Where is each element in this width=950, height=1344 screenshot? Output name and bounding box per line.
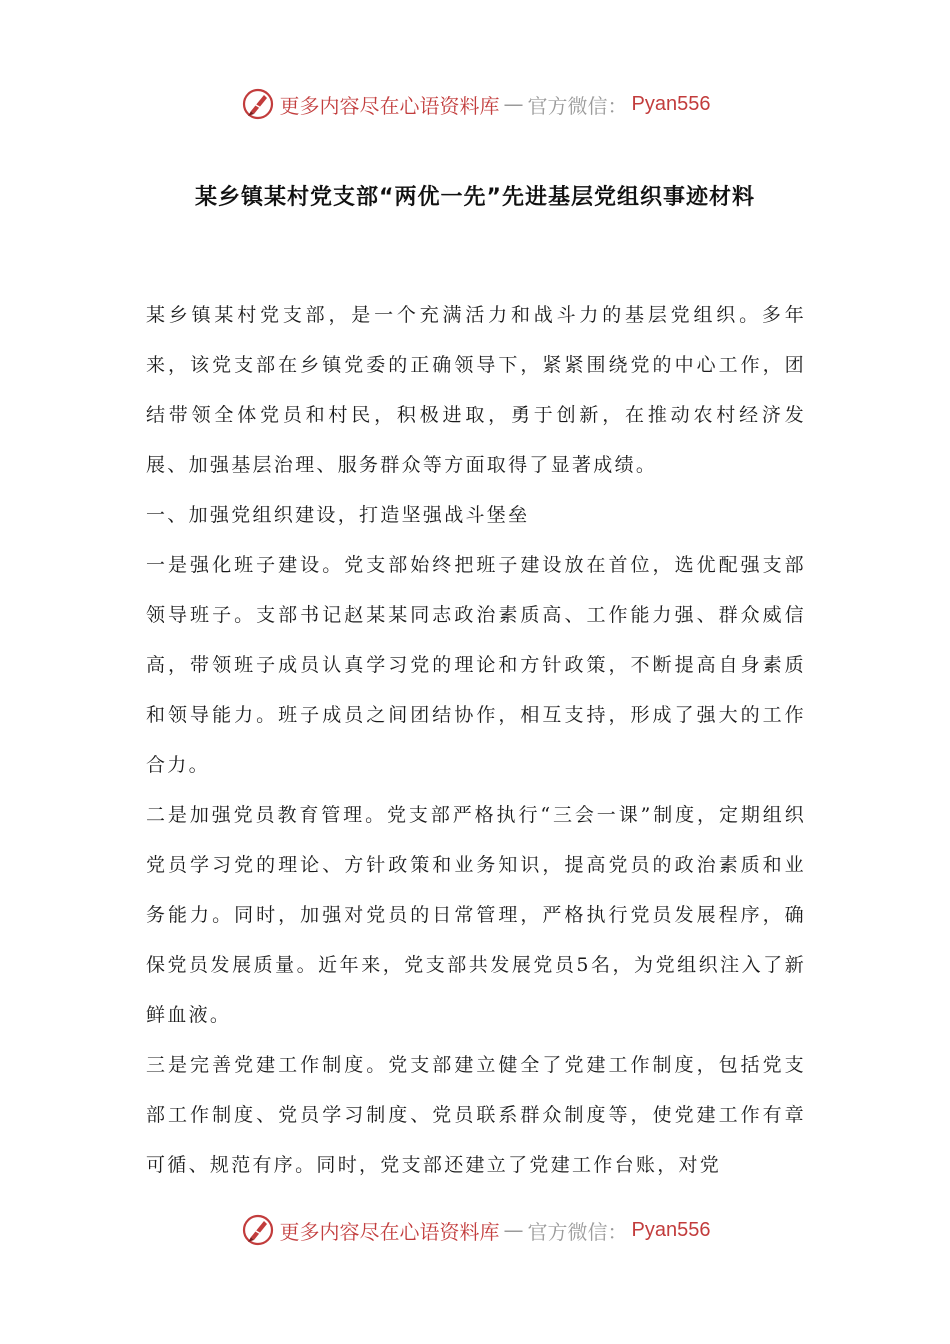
watermark-banner-content — [240, 86, 711, 122]
paragraph-intro: 某乡镇某村党支部，是一个充满活力和战斗力的基层党组织。多年来，该党支部在乡镇党委的正确领导下，紧紧围绕党的中心工作，团结带领全体党员和村民，积极进取，勇于创新，在推动农村经济发展、加强基层治理、服务群众等方面取得了显著成绩。 — [146, 304, 806, 476]
watermark-banner-bottom — [0, 1208, 950, 1252]
watermark-banner-top — [0, 82, 950, 126]
watermark-wechat-id: Pyan556 — [631, 1218, 711, 1241]
document-title: 某乡镇某村党支部“两优一先”先进基层党组织事迹材料 — [195, 185, 755, 210]
watermark-banner-content — [240, 1212, 711, 1248]
pen-nib-logo-icon — [240, 1212, 276, 1248]
paragraph-item-3: 三是完善党建工作制度。党支部建立健全了党建工作制度，包括党支部工作制度、党员学习制度、党员联系群众制度等，使党建工作有章可循、规范有序。同时，党支部还建立了党建工作台账，对党 — [146, 1054, 806, 1176]
watermark-wechat-label: 官方微信： — [527, 93, 628, 118]
document-body — [146, 290, 806, 1190]
section-heading: 一、加强党组织建设，打造坚强战斗堡垒 — [146, 504, 530, 526]
paragraph-item-2: 二是加强党员教育管理。党支部严格执行“三会一课”制度，定期组织党员学习党的理论、方针政策和业务知识，提高党员的政治素质和业务能力。同时，加强对党员的日常管理，严格执行党员发展程序，确保党员发展质量。近年来，党支部共发展党员5名，为党组织注入了新鲜血液。 — [146, 804, 806, 1026]
watermark-wechat-label: 官方微信： — [527, 1219, 628, 1244]
watermark-text: 更多内容尽在心语资料库 — [279, 1219, 500, 1244]
watermark-wechat-id: Pyan556 — [631, 92, 711, 115]
watermark-text: 更多内容尽在心语资料库 — [279, 93, 500, 118]
watermark-dash: — — [503, 92, 524, 116]
paragraph-item-1: 一是强化班子建设。党支部始终把班子建设放在首位，选优配强支部领导班子。支部书记赵某某同志政治素质高、工作能力强、群众威信高，带领班子成员认真学习党的理论和方针政策，不断提高自身素质和领导能力。班子成员之间团结协作，相互支持，形成了强大的工作合力。 — [146, 554, 806, 776]
pen-nib-logo-icon — [240, 86, 276, 122]
watermark-dash: — — [503, 1218, 524, 1242]
